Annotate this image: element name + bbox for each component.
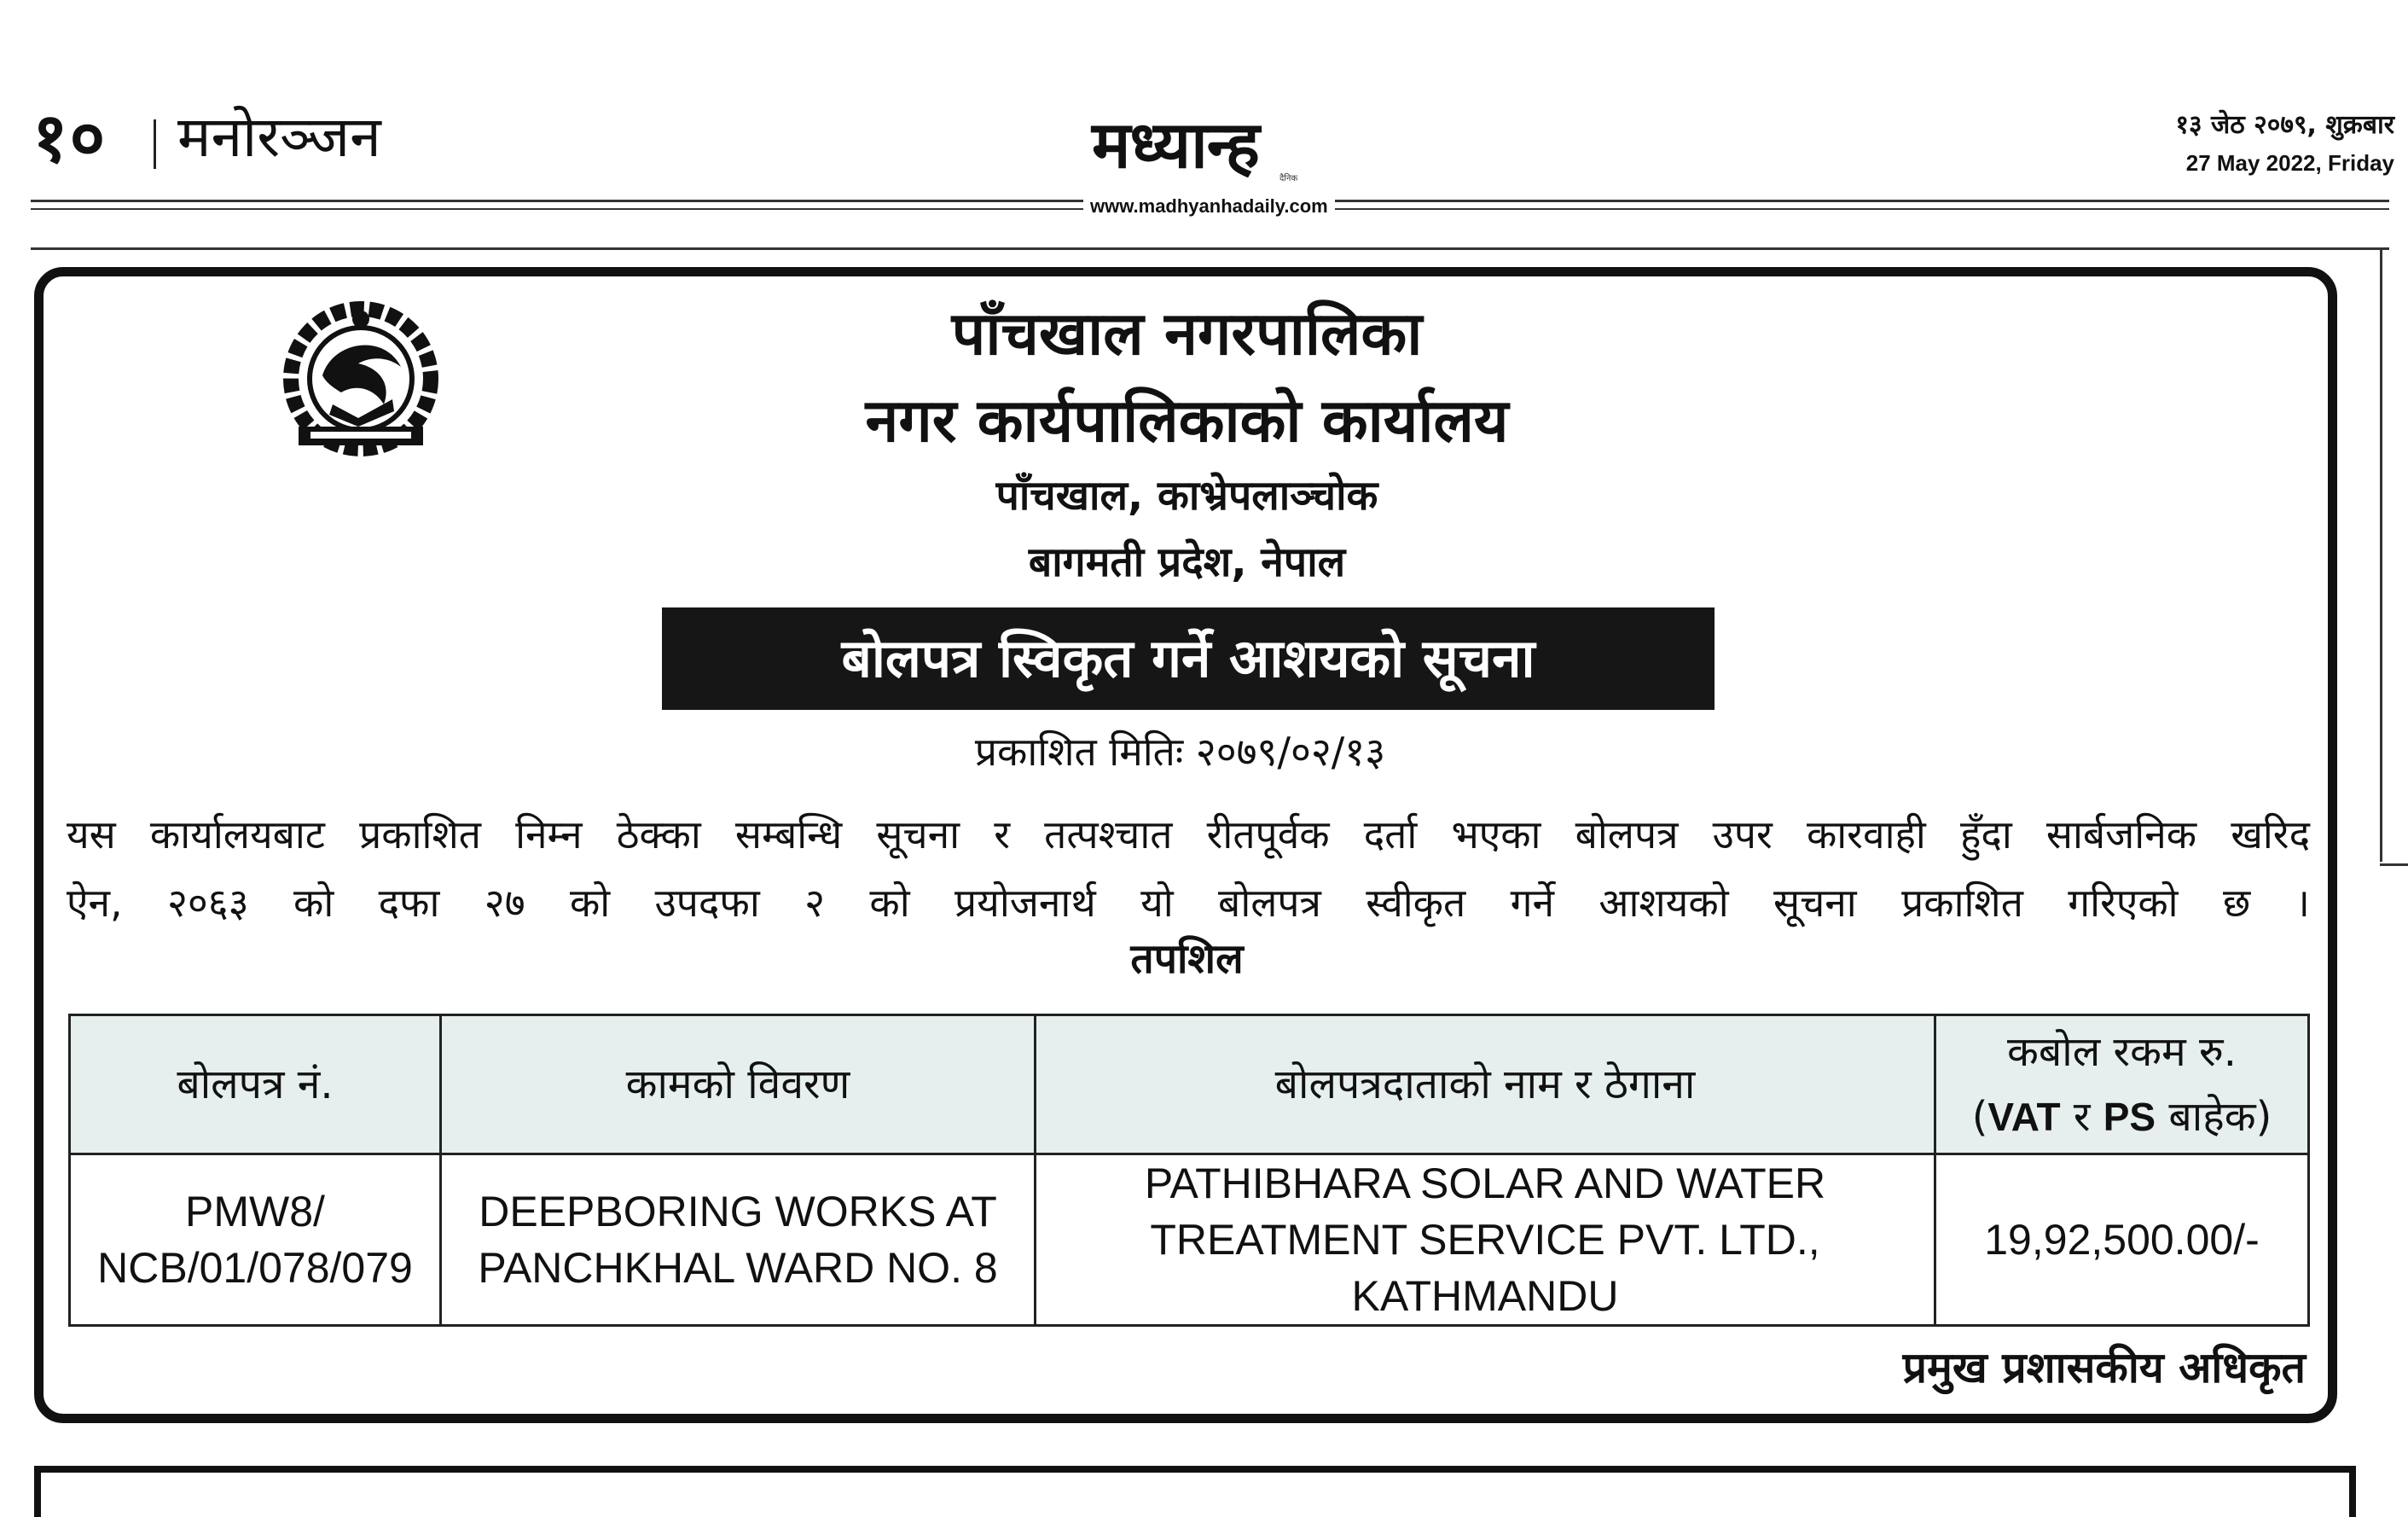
header-bidder: बोलपत्रदाताको नाम र ठेगाना [1036, 1015, 1935, 1154]
masthead-tagline: दैनिक [1279, 174, 1298, 183]
address-line-2: बागमती प्रदेश, नेपाल [1028, 538, 1346, 586]
bid-table [68, 1014, 2310, 1327]
notice-body-line-1: यस कार्यालयबाट प्रकाशित निम्न ठेक्का सम्बन्धि सूचना र तत्पश्चात रीतपूर्वक दर्ता भएका बोलपत्र उपर कारवाही हुँदा सार्बजनिक खरिद [67, 811, 2310, 857]
notice-body-line-2: ऐन, २०६३ को दफा २७ को उपदफा २ को प्रयोजनार्थ यो बोलपत्र स्वीकृत गर्ने आशयको सूचना प्रकाशित गरिएको छ । [67, 880, 2310, 926]
notice-title: बोलपत्र स्विकृत गर्ने आशयको सूचना [662, 607, 1715, 710]
header-work-description: कामको विवरण [441, 1015, 1036, 1154]
header-bid-no: बोलपत्र नं. [70, 1015, 441, 1154]
page-rule [31, 247, 2389, 250]
website-url: www.madhyanhadaily.com [1083, 195, 1335, 218]
cell-bidder [1036, 1154, 1935, 1326]
cell-bid-no [70, 1154, 441, 1326]
cell-work-description [441, 1154, 1036, 1326]
header-amount-ps: PS [2103, 1095, 2156, 1139]
bid-no-line-1: PMW8/ [185, 1188, 325, 1235]
bid-no-line-2: NCB/01/078/079 [97, 1244, 413, 1292]
header-amount [1935, 1015, 2309, 1154]
header-amount-vat: VAT [1987, 1095, 2061, 1139]
cell-amount: 19,92,500.00/- [1935, 1154, 2309, 1326]
notice-body [67, 800, 2310, 937]
right-column-tick [2380, 863, 2408, 866]
work-line-2: PANCHKHAL WARD NO. 8 [478, 1244, 998, 1292]
bidder-line-2: TREATMENT SERVICE PVT. LTD., [1150, 1216, 1820, 1264]
published-date: प्रकाशित मितिः २०७९/०२/१३ [974, 729, 1386, 775]
work-line-1: DEEPBORING WORKS AT [479, 1188, 997, 1235]
signatory: प्रमुख प्रशासकीय अधिकृत [1902, 1343, 2306, 1392]
header-amount-paren-close: बाहेक) [2156, 1093, 2272, 1141]
table-row [70, 1154, 2309, 1326]
header-separator [154, 119, 156, 169]
bidder-line-1: PATHIBHARA SOLAR AND WATER [1144, 1160, 1826, 1207]
header-amount-line-1: कबोल रकम रु. [2007, 1028, 2237, 1076]
date-english: 27 May 2022, Friday [2185, 150, 2394, 176]
header-amount-paren-open: ( [1971, 1093, 1988, 1141]
org-name: पाँचखाल नगरपालिका [951, 299, 1423, 369]
table-header-row [70, 1015, 2309, 1154]
bidder-line-3: KATHMANDU [1351, 1272, 1619, 1320]
address-line-1: पाँचखाल, काभ्रेपलाञ्चोक [995, 472, 1378, 520]
masthead-logo: मध्यान्ह [1092, 107, 1259, 183]
next-article-box [34, 1466, 2356, 1517]
details-heading: तपशिल [1130, 935, 1244, 983]
header-amount-mid: र [2060, 1093, 2103, 1141]
office-name: नगर कार्यपालिकाको कार्यालय [865, 386, 1509, 456]
page-number: १० [32, 98, 107, 177]
date-nepali: १३ जेठ २०७९, शुक्रबार [2175, 110, 2394, 140]
section-name: मनोरञ्जन [177, 104, 381, 170]
